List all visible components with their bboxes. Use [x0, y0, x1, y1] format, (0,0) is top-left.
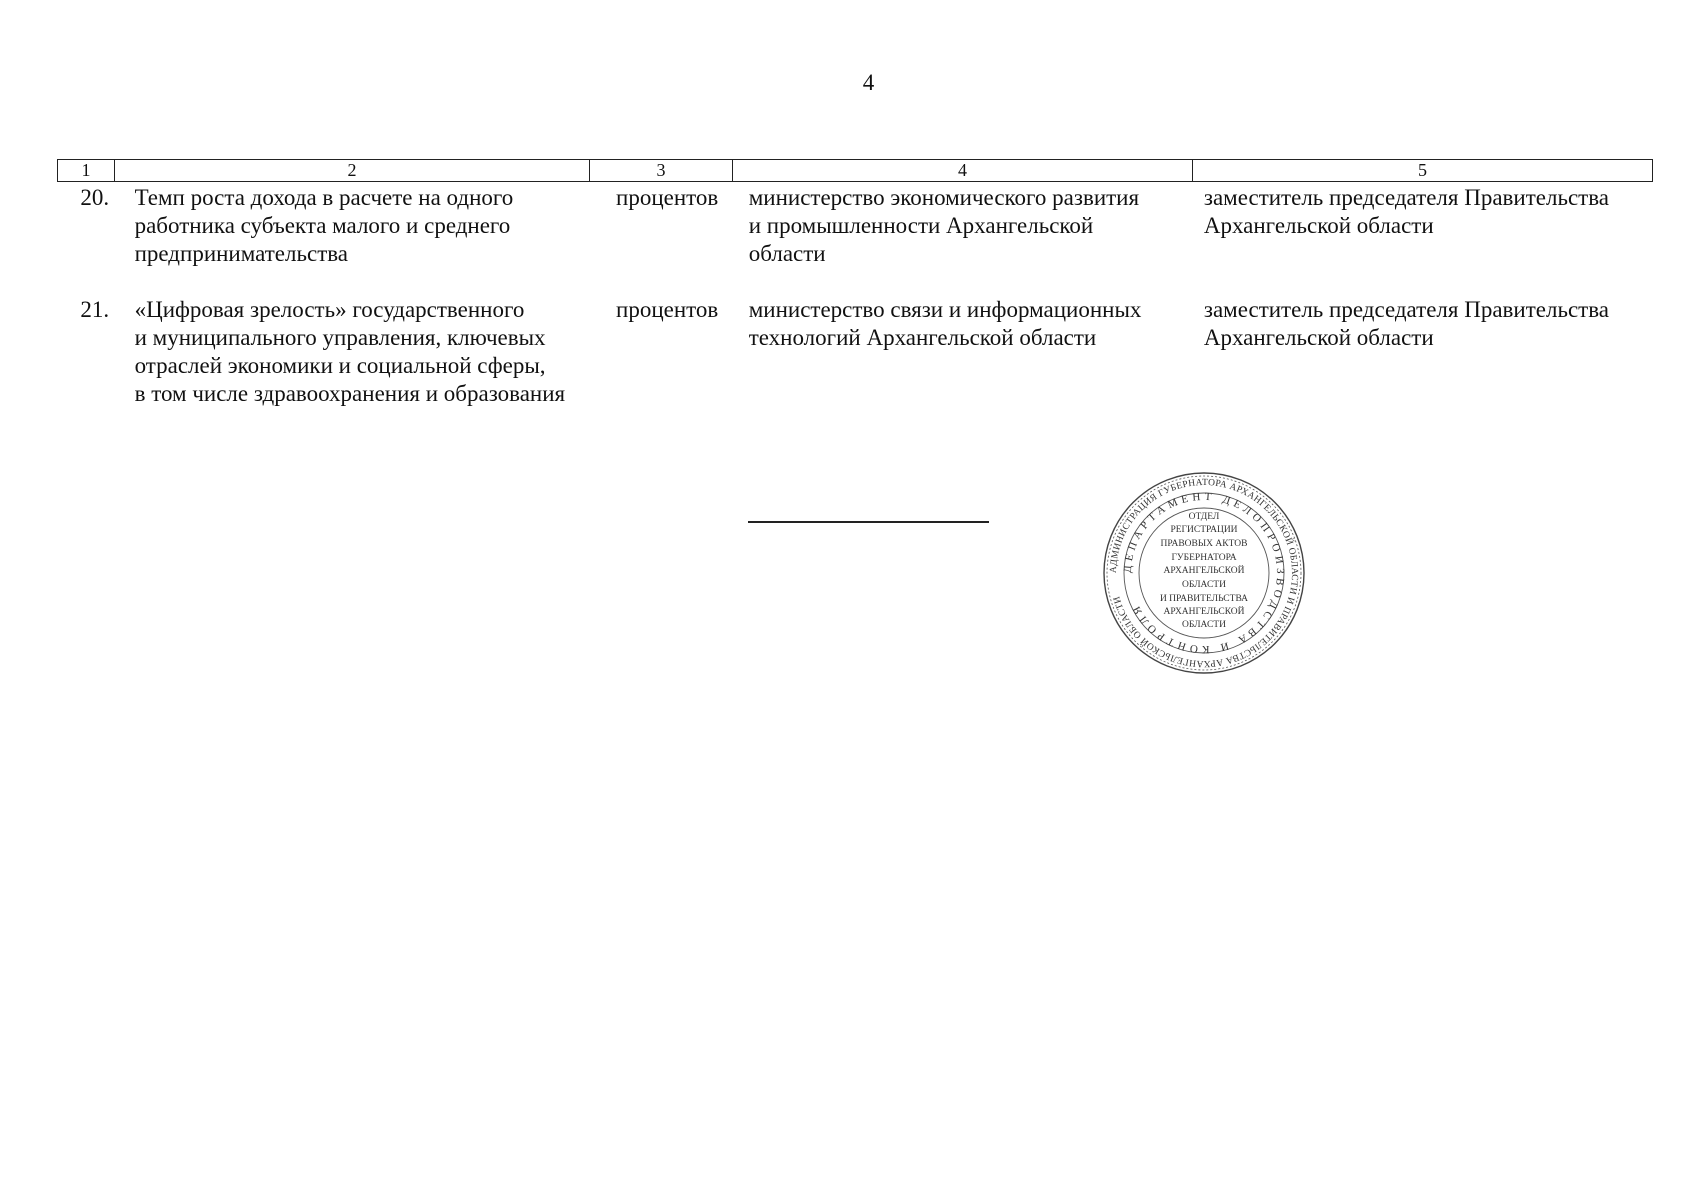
- svg-text:АРХАНГЕЛЬСКОЙ: АРХАНГЕЛЬСКОЙ: [1163, 566, 1245, 576]
- seal-outer-text: АДМИНИСТРАЦИЯ ГУБЕРНАТОРА АРХАНГЕЛЬСКОЙ ОБЛАСТИ И ПРАВИТЕЛЬСТВА АРХАНГЕЛЬСКОЙ ОБЛАСТИ: [1108, 477, 1300, 669]
- responsible-body: министерство связи и информационных технологий Архангельской области: [748, 297, 1142, 350]
- unit-of-measure: процентов: [616, 297, 719, 322]
- header-col-3: 3: [590, 160, 733, 182]
- table-body: [57, 184, 1652, 436]
- page-number: 4: [862, 70, 875, 95]
- indicator-name: «Цифровая зрелость» государственного и муниципального управления, ключевых отраслей экономики и социальной сферы, в том числе здравоохранения и образования: [134, 297, 566, 406]
- seal-inner-text: ДЕПАРТАМЕНТ ДЕЛОПРОИЗВОДСТВА И КОНТРОЛЯ: [1121, 490, 1287, 656]
- curator: заместитель председателя Правительства Архангельской области: [1203, 297, 1609, 350]
- header-col-1: 1: [58, 160, 115, 182]
- header-col-2: 2: [115, 160, 590, 182]
- row-number: 20.: [80, 185, 110, 210]
- curator: заместитель председателя Правительства Архангельской области: [1203, 185, 1609, 238]
- svg-text:РЕГИСТРАЦИИ: РЕГИСТРАЦИИ: [1170, 525, 1238, 535]
- responsible-body: министерство экономического развития и промышленности Архангельской области: [748, 185, 1140, 266]
- unit-of-measure: процентов: [616, 185, 719, 210]
- indicator-name: Темп роста дохода в расчете на одного работника субъекта малого и среднего предпринимательства: [134, 185, 514, 266]
- header-col-5: 5: [1193, 160, 1653, 182]
- table-row: [57, 296, 1652, 408]
- header-row: [58, 160, 1653, 182]
- svg-text:ГУБЕРНАТОРА: ГУБЕРНАТОРА: [1171, 553, 1237, 563]
- seal-center-text: [1160, 512, 1248, 630]
- signature-line: [748, 521, 989, 523]
- header-col-4: 4: [733, 160, 1193, 182]
- svg-text:И ПРАВИТЕЛЬСТВА: И ПРАВИТЕЛЬСТВА: [1159, 594, 1249, 604]
- table-row: [57, 184, 1652, 268]
- row-number: 21.: [80, 297, 110, 322]
- official-seal: [1101, 470, 1307, 676]
- svg-text:ОБЛАСТИ: ОБЛАСТИ: [1182, 620, 1226, 630]
- svg-text:ПРАВОВЫХ АКТОВ: ПРАВОВЫХ АКТОВ: [1160, 539, 1248, 549]
- svg-text:АРХАНГЕЛЬСКОЙ: АРХАНГЕЛЬСКОЙ: [1163, 607, 1245, 617]
- svg-text:ОТДЕЛ: ОТДЕЛ: [1188, 512, 1220, 522]
- column-number-header: [57, 159, 1653, 182]
- svg-text:ОБЛАСТИ: ОБЛАСТИ: [1182, 580, 1226, 590]
